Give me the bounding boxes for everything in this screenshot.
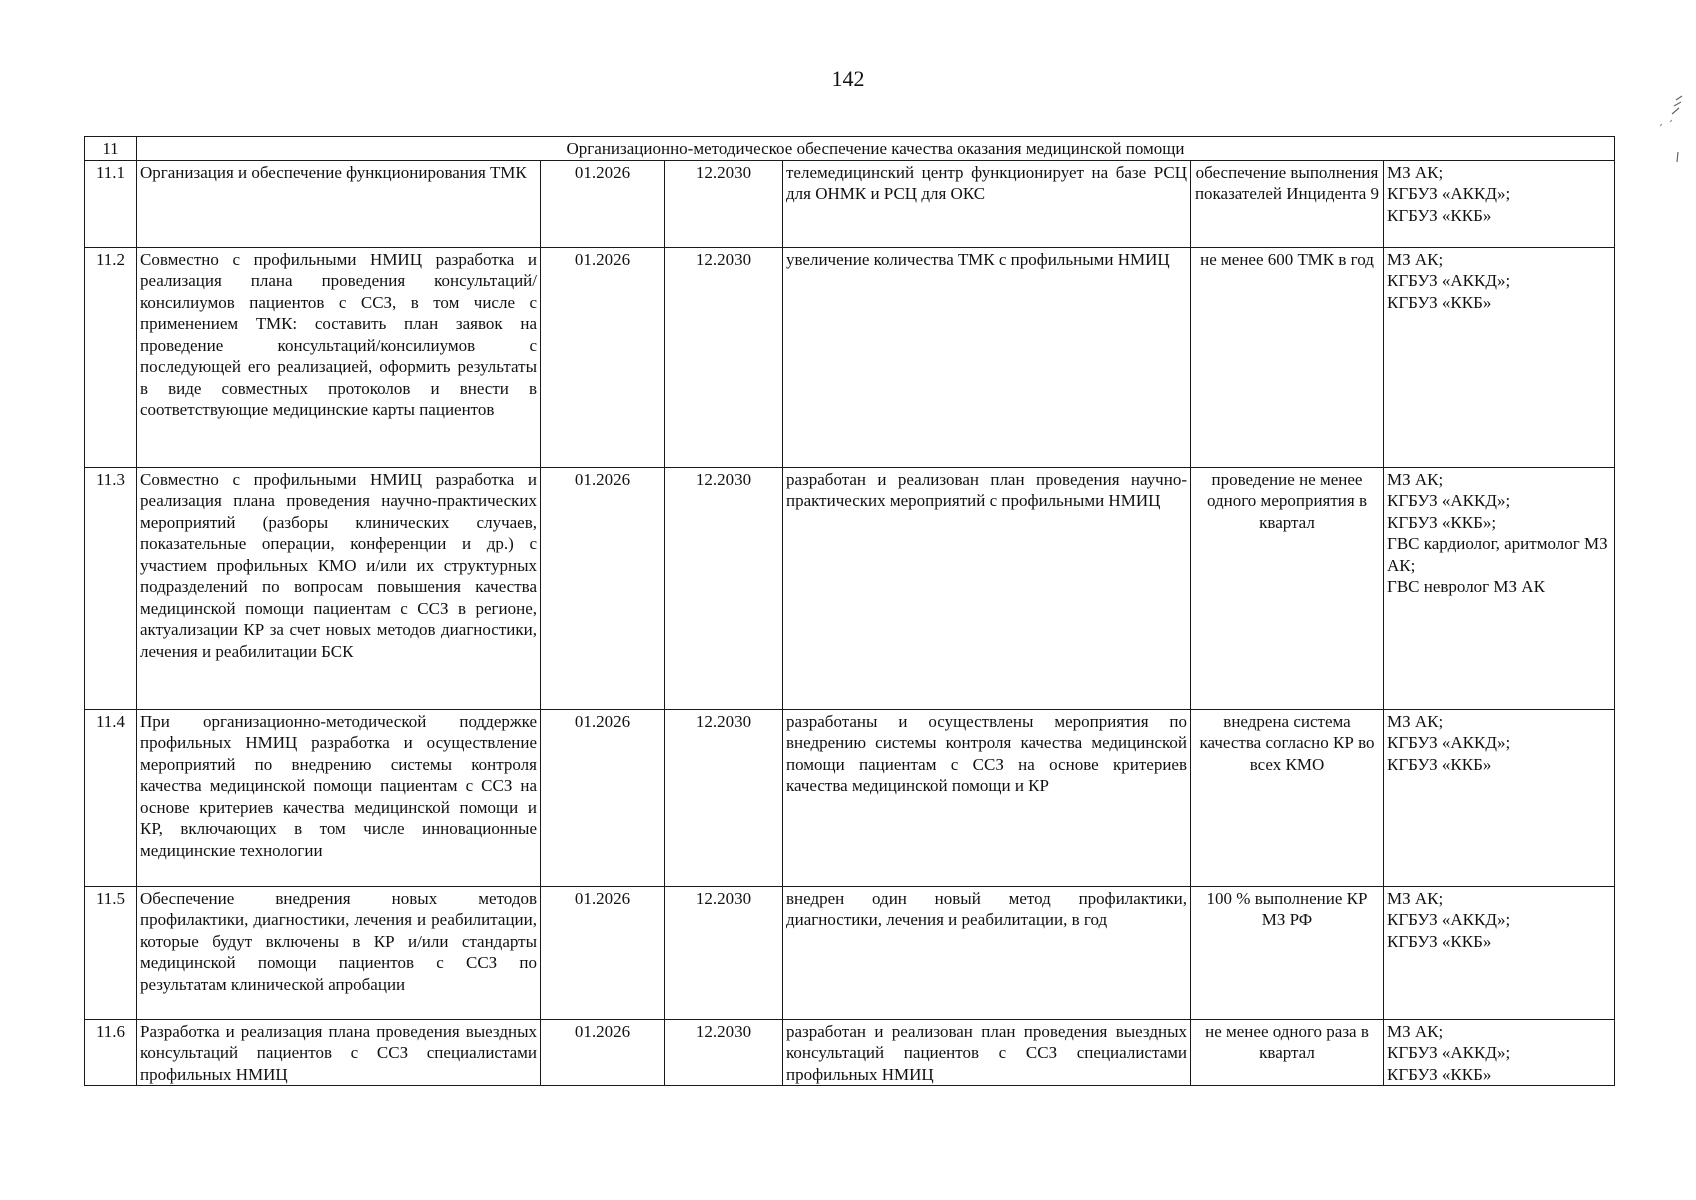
end-date-cell: 12.2030 bbox=[665, 886, 783, 1019]
responsible-cell bbox=[1384, 886, 1615, 1019]
row-number: 11.3 bbox=[85, 467, 137, 709]
start-date-cell: 01.2026 bbox=[541, 709, 665, 886]
responsible-cell bbox=[1384, 1019, 1615, 1086]
row-number: 11.6 bbox=[85, 1019, 137, 1086]
activity-cell: Разработка и реализация плана проведения выездных консультаций пациентов с ССЗ специалистами профильных НМИЦ bbox=[137, 1019, 541, 1086]
responsible-line: КГБУЗ «АККД»; bbox=[1387, 910, 1511, 929]
responsible-line: ГВС невролог МЗ АК bbox=[1387, 577, 1545, 596]
result-cell: разработан и реализован план проведения выездных консультаций пациентов с ССЗ специалистами профильных НМИЦ bbox=[783, 1019, 1191, 1086]
responsible-line: МЗ АК; bbox=[1387, 249, 1444, 269]
page-number: 142 bbox=[831, 66, 865, 91]
activity-cell: При организационно-методической поддержке профильных НМИЦ разработка и осуществление мероприятий по внедрению системы контроля качества медицинской помощи пациентам с ССЗ на основе критериев качества медицинской помощи и КР, включающих в том числе инновационные медицинские технологии bbox=[137, 709, 541, 886]
responsible-cell bbox=[1384, 247, 1615, 467]
responsible-cell bbox=[1384, 160, 1615, 247]
result-cell: разработан и реализован план проведения научно-практических мероприятий с профильными НМИЦ bbox=[783, 467, 1191, 709]
indicator-cell: не менее одного раза в квартал bbox=[1191, 1019, 1384, 1086]
responsible-line: МЗ АК; bbox=[1387, 711, 1444, 731]
indicator-cell: проведение не менее одного мероприятия в квартал bbox=[1191, 467, 1384, 709]
end-date-cell: 12.2030 bbox=[665, 160, 783, 247]
start-date-cell: 01.2026 bbox=[541, 467, 665, 709]
start-date-cell: 01.2026 bbox=[541, 247, 665, 467]
responsible-line: МЗ АК; bbox=[1387, 1021, 1444, 1041]
responsible-line: КГБУЗ «АККД»; bbox=[1387, 184, 1511, 203]
responsible-line: КГБУЗ «ККБ» bbox=[1387, 931, 1492, 951]
responsible-line: КГБУЗ «АККД»; bbox=[1387, 491, 1511, 510]
responsible-cell bbox=[1384, 709, 1615, 886]
table-row bbox=[85, 160, 1615, 247]
activities-table bbox=[84, 136, 1615, 1086]
start-date-cell: 01.2026 bbox=[541, 160, 665, 247]
section-header-row bbox=[85, 137, 1615, 161]
responsible-line: ГВС кардиолог, аритмолог МЗ АК; bbox=[1387, 534, 1608, 575]
end-date-cell: 12.2030 bbox=[665, 709, 783, 886]
end-date-cell: 12.2030 bbox=[665, 1019, 783, 1086]
responsible-line: КГБУЗ «ККБ» bbox=[1387, 1064, 1492, 1084]
row-number: 11.1 bbox=[85, 160, 137, 247]
responsible-line: МЗ АК; bbox=[1387, 469, 1444, 489]
responsible-line: МЗ АК; bbox=[1387, 162, 1444, 182]
start-date-cell: 01.2026 bbox=[541, 1019, 665, 1086]
table-row bbox=[85, 886, 1615, 1019]
result-cell: увеличение количества ТМК с профильными НМИЦ bbox=[783, 247, 1191, 467]
section-number: 11 bbox=[85, 137, 137, 161]
activity-cell: Совместно с профильными НМИЦ разработка и реализация плана проведения научно-практических мероприятий (разборы клинических случаев, показательные операции, конференции и др.) с участием профильных КМО и/или их структурных подразделений по вопросам повышения качества медицинской помощи пациентам с ССЗ в регионе, актуализации КР за счет новых методов диагностики, лечения и реабилитации БСК bbox=[137, 467, 541, 709]
table-row bbox=[85, 1019, 1615, 1086]
responsible-cell bbox=[1384, 467, 1615, 709]
row-number: 11.4 bbox=[85, 709, 137, 886]
responsible-line: КГБУЗ «АККД»; bbox=[1387, 1043, 1511, 1062]
section-title: Организационно-методическое обеспечение качества оказания медицинской помощи bbox=[137, 137, 1615, 161]
responsible-line: КГБУЗ «ККБ»; bbox=[1387, 512, 1497, 532]
row-number: 11.2 bbox=[85, 247, 137, 467]
responsible-line: КГБУЗ «ККБ» bbox=[1387, 292, 1492, 312]
table-row bbox=[85, 709, 1615, 886]
margin-pen-marks bbox=[1648, 92, 1688, 182]
indicator-cell: внедрена система качества согласно КР во всех КМО bbox=[1191, 709, 1384, 886]
responsible-line: КГБУЗ «ККБ» bbox=[1387, 205, 1492, 225]
end-date-cell: 12.2030 bbox=[665, 467, 783, 709]
indicator-cell: 100 % выполнение КР МЗ РФ bbox=[1191, 886, 1384, 1019]
indicator-cell: обеспечение выполнения показателей Инцидента 9 bbox=[1191, 160, 1384, 247]
responsible-line: КГБУЗ «АККД»; bbox=[1387, 271, 1511, 290]
activity-cell: Совместно с профильными НМИЦ разработка и реализация плана проведения консультаций/консилиумов пациентов с ССЗ, в том числе с применением ТМК: составить план заявок на проведение консультаций/консилиумов с последующей его реализацией, оформить результаты в виде совместных протоколов и внести в соответствующие медицинские карты пациентов bbox=[137, 247, 541, 467]
result-cell: телемедицинский центр функционирует на базе РСЦ для ОНМК и РСЦ для ОКС bbox=[783, 160, 1191, 247]
table-row bbox=[85, 467, 1615, 709]
result-cell: разработаны и осуществлены мероприятия по внедрению системы контроля качества медицинской помощи пациентам с ССЗ на основе критериев качества медицинской помощи и КР bbox=[783, 709, 1191, 886]
activity-cell: Организация и обеспечение функционирования ТМК bbox=[137, 160, 541, 247]
responsible-line: КГБУЗ «АККД»; bbox=[1387, 733, 1511, 752]
responsible-line: МЗ АК; bbox=[1387, 888, 1444, 908]
table-row bbox=[85, 247, 1615, 467]
responsible-line: КГБУЗ «ККБ» bbox=[1387, 754, 1492, 774]
activity-cell: Обеспечение внедрения новых методов профилактики, диагностики, лечения и реабилитации, которые будут включены в КР и/или стандарты медицинской помощи пациентов с ССЗ по результатам клинической апробации bbox=[137, 886, 541, 1019]
row-number: 11.5 bbox=[85, 886, 137, 1019]
start-date-cell: 01.2026 bbox=[541, 886, 665, 1019]
indicator-cell: не менее 600 ТМК в год bbox=[1191, 247, 1384, 467]
end-date-cell: 12.2030 bbox=[665, 247, 783, 467]
result-cell: внедрен один новый метод профилактики, диагностики, лечения и реабилитации, в год bbox=[783, 886, 1191, 1019]
pen-scribble-icon bbox=[1648, 92, 1688, 182]
